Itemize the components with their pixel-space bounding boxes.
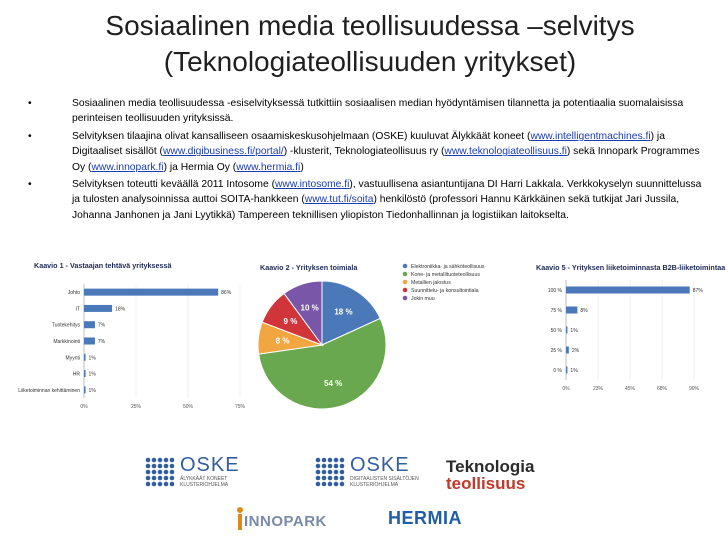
y-category-label: Johto xyxy=(67,290,80,297)
slide-title xyxy=(40,8,700,80)
chart-background xyxy=(4,256,250,406)
bar-value-label: 18% xyxy=(115,306,126,313)
x-tick-label: 50% xyxy=(182,404,194,410)
y-category-label: 100 % xyxy=(547,288,562,294)
bullet-list xyxy=(28,96,708,225)
link-digibusiness[interactable]: www.digibusiness.fi/portal/ xyxy=(163,146,284,158)
legend-label: Kone- ja metallituoteteollisuus xyxy=(411,272,480,278)
bar xyxy=(84,321,95,328)
chart-industry-pie xyxy=(252,258,522,408)
legend-marker xyxy=(403,264,408,269)
bar-value-label: 1% xyxy=(88,387,96,394)
logo-oske-alykkaat-koneet: OSKE ÄLYKKÄÄT KONEET KLUSTERIOHJELMA xyxy=(142,452,302,492)
bar xyxy=(566,367,567,374)
legend-label: Elektroniikka- ja sähköteollisuus xyxy=(411,264,485,270)
x-tick-label: 23% xyxy=(592,386,604,392)
y-category-label: Tuotekehitys xyxy=(51,322,80,329)
legend-label: Metallien jalostus xyxy=(411,280,451,286)
bar-value-label: 7% xyxy=(97,322,106,329)
bullet-item: • Sosiaalinen media teollisuudessa -esiselvityksessä tutkittiin sosiaalisen median hyödyntämisen tilannetta ja potentiaalia suomalaisissa perinteisen teollisuuden yrityksissä. xyxy=(28,98,684,125)
y-category-label: 0 % xyxy=(553,368,562,374)
x-tick-label: 45% xyxy=(624,386,636,392)
x-tick-label: 75% xyxy=(234,404,246,410)
x-tick-label: 0% xyxy=(80,404,88,410)
y-category-label: IT xyxy=(75,306,80,313)
bar-value-label: 1% xyxy=(88,371,96,378)
link-tut-soita[interactable]: www.tut.fi/soita xyxy=(304,194,374,206)
bullet-dot-icon: • xyxy=(28,179,32,191)
bar-value-label: 86% xyxy=(221,290,232,297)
legend-marker xyxy=(403,272,408,277)
y-category-label: Liiketoiminnan kehittäminen xyxy=(18,387,80,394)
bar-value-label: 1% xyxy=(570,328,578,334)
pie-value-label: 9 % xyxy=(283,316,298,326)
bar xyxy=(84,386,86,393)
y-category-label: 25 % xyxy=(550,348,562,354)
bar xyxy=(566,347,569,354)
title-line-1: Sosiaalinen media teollisuudessa –selvitys xyxy=(105,10,635,41)
pie-value-label: 10 % xyxy=(300,303,319,313)
logo-innopark: INNOPARK xyxy=(232,506,342,536)
bar-value-label: 7% xyxy=(97,339,106,345)
legend-label: Jokin muu xyxy=(411,296,435,302)
bullet-dot-icon: • xyxy=(28,130,32,142)
chart-title: Kaavio 1 - Vastaajan tehtävä yrityksessä xyxy=(34,261,172,270)
chart-b2b-share xyxy=(526,258,726,398)
bullet-item: • Selvityksen tilaajina olivat kansalliseen osaamiskeskusohjelmaan (OSKE) kuuluvat Älykkäät koneet (www.intelligentmachines.fi) ja Digitaaliset sisällöt (www.digibusiness.fi/portal/) -klusterit, Teknologiateollisuus ry (www.teknologiateollisuus.fi) sekä Innopark Programmes Oy (www.innopark.fi) ja Hermia Oy (www.hermia.fi) xyxy=(28,130,700,173)
chart-title: Kaavio 5 - Yrityksen liiketoiminnasta B2B-liiketoimintaa xyxy=(536,263,726,272)
bullet-dot-icon: • xyxy=(28,98,32,109)
link-innopark[interactable]: www.innopark.fi xyxy=(91,161,164,173)
link-teknologiateollisuus[interactable]: www.teknologiateollisuus.fi xyxy=(444,146,567,158)
x-tick-label: 68% xyxy=(656,386,668,392)
link-intosome[interactable]: www.intosome.fi xyxy=(275,179,350,191)
oske-dots-icon xyxy=(312,452,352,492)
bar-value-label: 2% xyxy=(571,348,580,354)
chart-title: Kaavio 2 - Yrityksen toimiala xyxy=(260,263,358,272)
bar xyxy=(84,370,86,377)
x-tick-label: 90% xyxy=(688,386,700,392)
bar-value-label: 87% xyxy=(692,288,703,294)
bar-value-label: 8% xyxy=(580,308,588,314)
bar xyxy=(84,338,95,345)
pie-value-label: 18 % xyxy=(334,307,353,317)
bar xyxy=(566,287,690,294)
legend-marker xyxy=(403,296,408,301)
logo-hermia: HERMIA xyxy=(388,508,462,528)
bar-value-label: 1% xyxy=(570,368,578,374)
title-line-2: (Teknologiateollisuuden yritykset) xyxy=(163,46,577,77)
y-category-label: 75 % xyxy=(550,308,562,314)
legend-marker xyxy=(403,288,408,293)
bar xyxy=(84,289,218,296)
y-category-label: 50 % xyxy=(550,328,562,334)
x-tick-label: 0% xyxy=(562,386,570,392)
y-category-label: Markkinointi xyxy=(53,339,80,345)
legend-marker xyxy=(403,280,408,285)
bar xyxy=(84,354,86,361)
pie-value-label: 8 % xyxy=(275,336,290,346)
bar xyxy=(566,307,577,314)
logo-teknologiateollisuus: Teknologia teollisuus xyxy=(446,457,535,493)
y-category-label: HR xyxy=(72,371,80,378)
logo-oske-digitaaliset-sisallot: OSKE DIGITAALISTEN SISÄLTÖJEN KLUSTERIOHJELMA xyxy=(312,452,442,492)
bullet-item: • Selvityksen toteutti keväällä 2011 Intosome (www.intosome.fi), vastuullisena asiantuntijana DI Harri Lakkala. Verkkokyselyn suunnittelussa ja tulosten analysoinnissa auttoi SOITA-hankkeen (www.tut.fi/soita) henkilöstö (professori Hannu Kärkkäinen sekä tutkijat Jari Jussila, Johanna Janhonen ja Jani Lyytikkä) Tampereen teknillisen yliopiston Tiedonhallinnan ja logistiikan laitokselta. xyxy=(28,179,702,221)
y-category-label: Myynti xyxy=(65,355,80,362)
legend-label: Suunnittelu- ja konsultointiala xyxy=(411,288,479,294)
link-hermia[interactable]: www.hermia.fi xyxy=(236,161,301,173)
x-tick-label: 25% xyxy=(130,404,142,410)
bar xyxy=(566,327,567,334)
pie-value-label: 54 % xyxy=(324,379,343,389)
bar-value-label: 1% xyxy=(88,355,96,362)
chart-respondent-role xyxy=(4,256,250,410)
bar xyxy=(84,305,112,312)
link-intelligentmachines[interactable]: www.intelligentmachines.fi xyxy=(530,130,651,142)
